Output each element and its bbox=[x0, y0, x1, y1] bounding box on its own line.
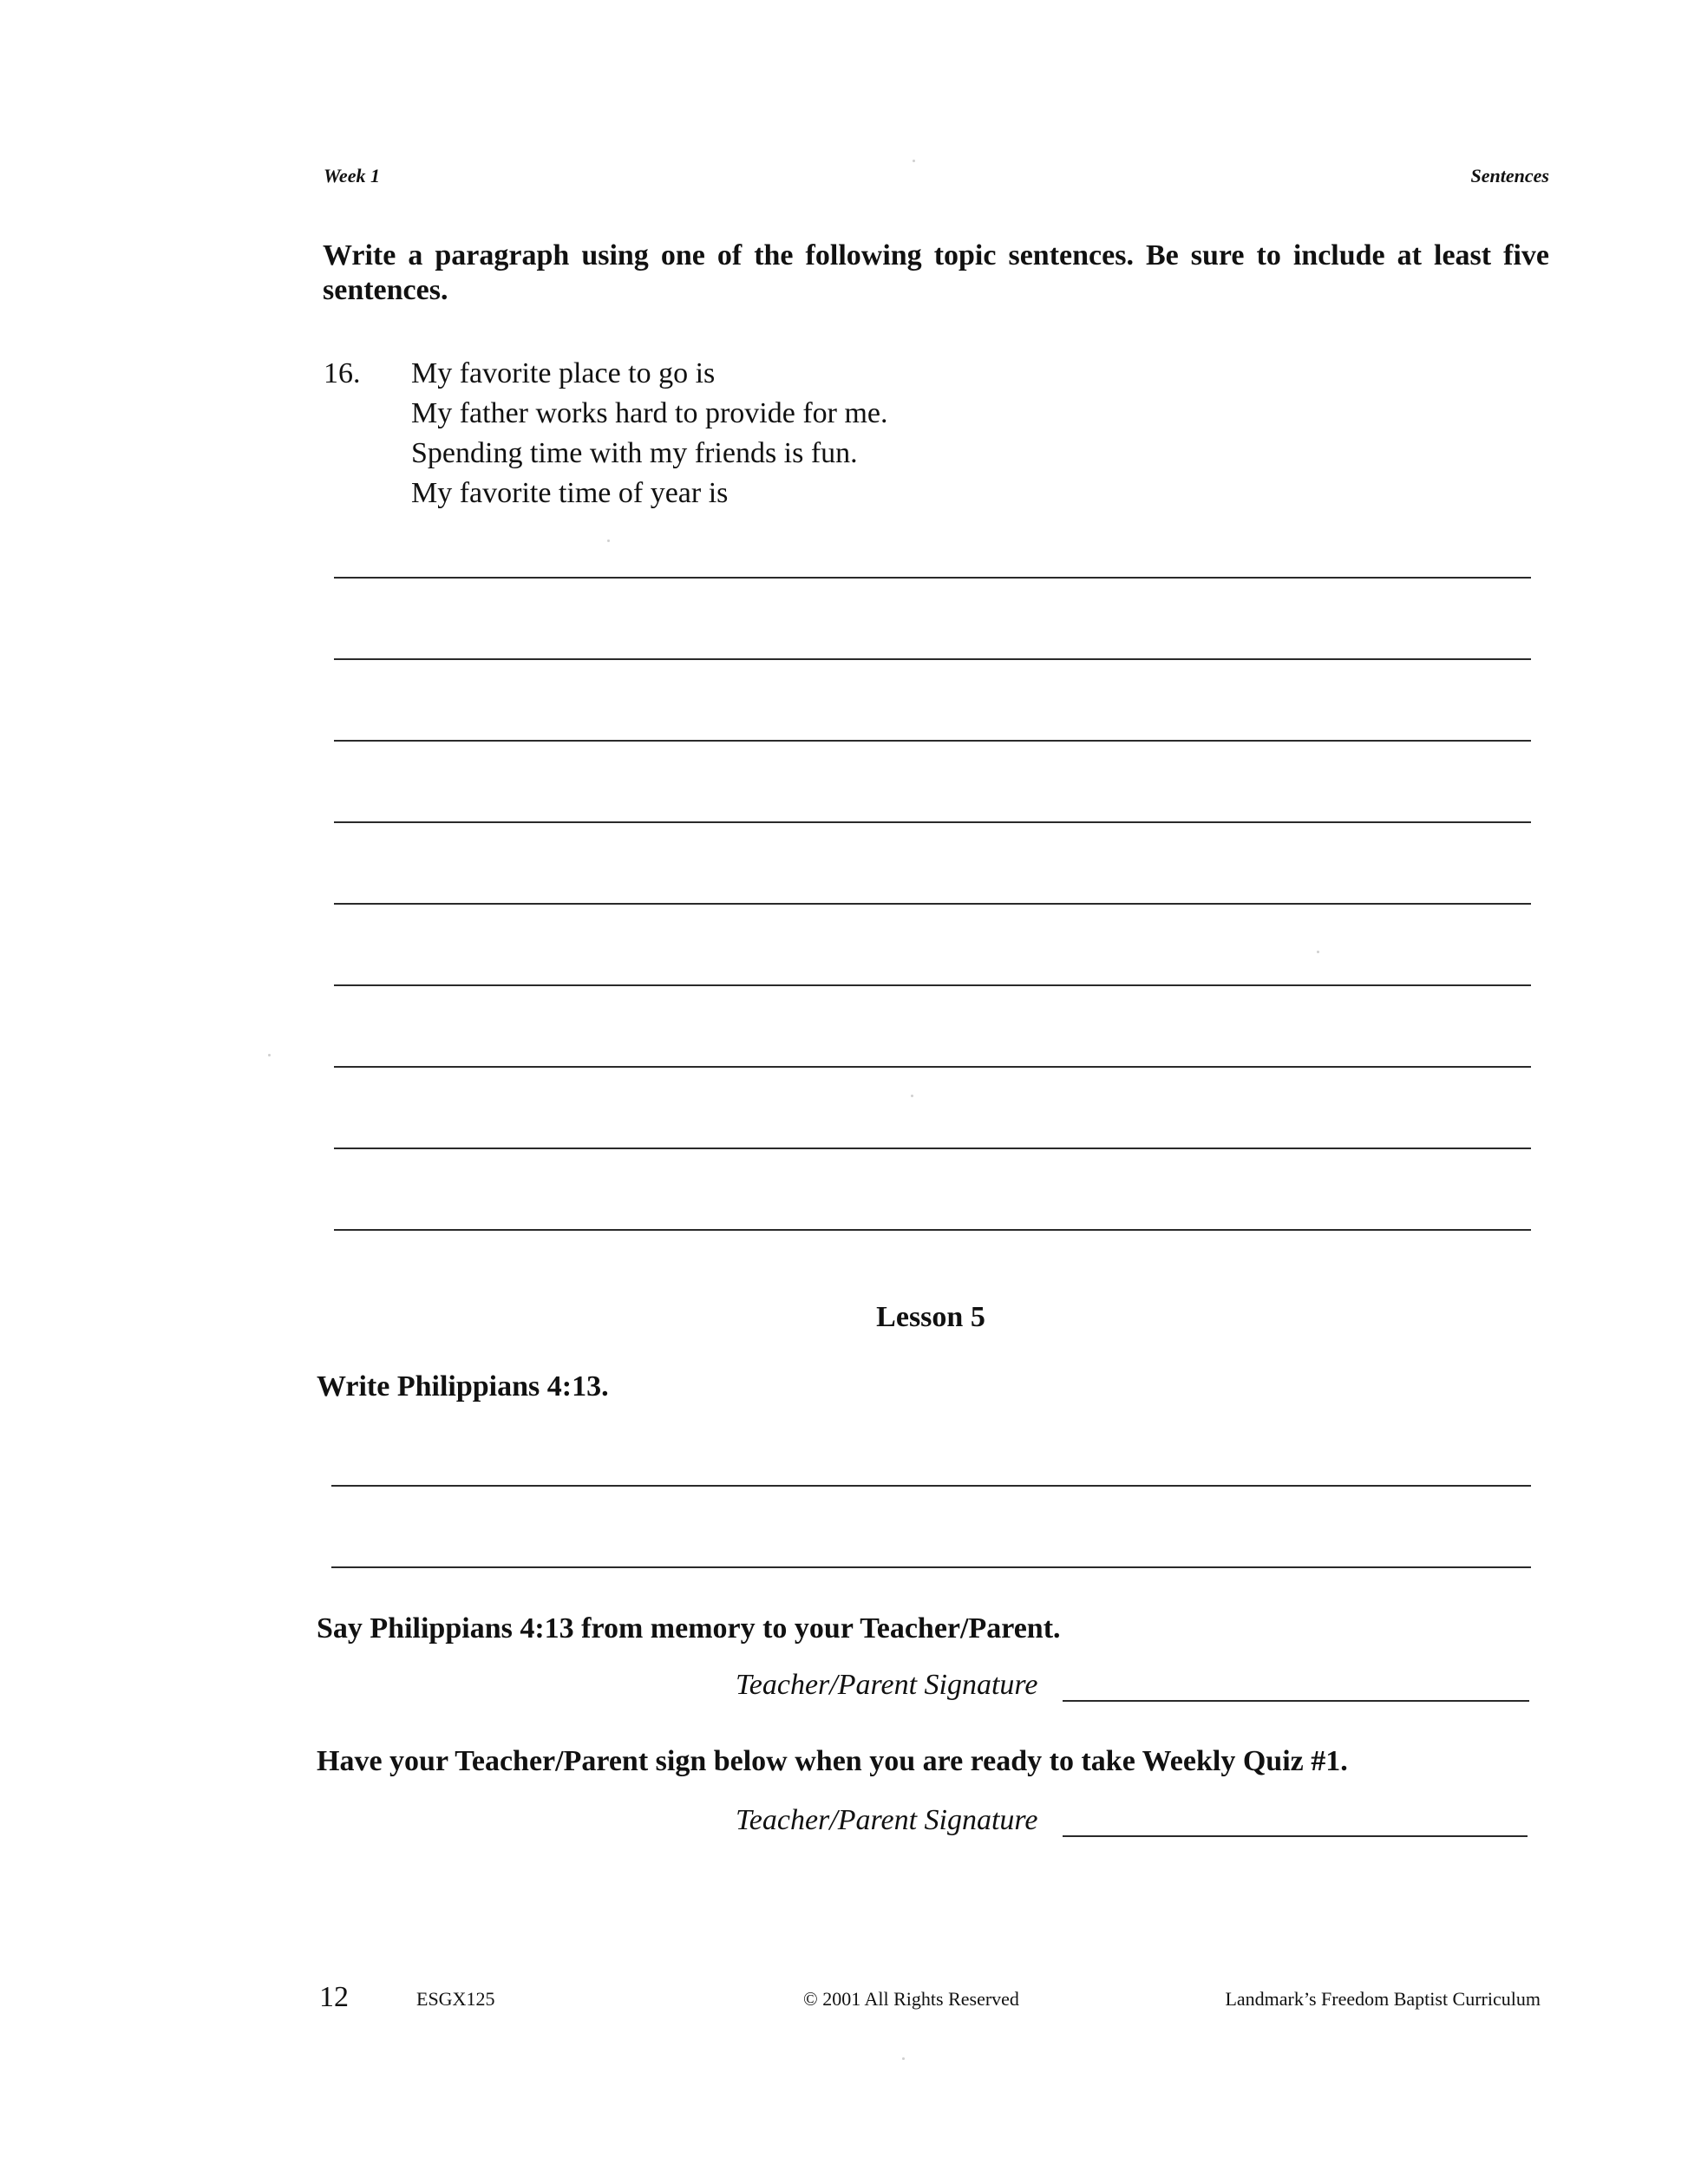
topic-sentence: My favorite time of year is bbox=[411, 477, 729, 509]
answer-line[interactable] bbox=[334, 821, 1531, 823]
topic-sentence: Spending time with my friends is fun. bbox=[411, 437, 858, 469]
scripture-prompt: Write Philippians 4:13. bbox=[317, 1370, 609, 1403]
answer-line[interactable] bbox=[334, 1229, 1531, 1231]
answer-line[interactable] bbox=[334, 1148, 1531, 1149]
question-number: 16. bbox=[324, 357, 361, 389]
paragraph-instructions: Write a paragraph using one of the following topic sentences. Be sure to include at least five sentences. bbox=[323, 239, 1549, 306]
publisher-name: Landmark’s Freedom Baptist Curriculum bbox=[1225, 1988, 1541, 2010]
signature-line[interactable] bbox=[1063, 1700, 1529, 1702]
signature-label: Teacher/Parent Signature bbox=[736, 1804, 1038, 1836]
lesson-title: Lesson 5 bbox=[876, 1301, 985, 1333]
product-code: ESGX125 bbox=[416, 1988, 495, 2010]
scripture-answer-line[interactable] bbox=[331, 1566, 1531, 1568]
answer-line[interactable] bbox=[334, 740, 1531, 742]
scan-speck bbox=[902, 2057, 905, 2060]
scan-speck bbox=[911, 1095, 913, 1097]
scan-speck bbox=[268, 1054, 271, 1056]
answer-line[interactable] bbox=[334, 658, 1531, 660]
answer-line[interactable] bbox=[334, 984, 1531, 986]
scripture-answer-line[interactable] bbox=[331, 1485, 1531, 1487]
scan-speck bbox=[913, 160, 915, 162]
page-number: 12 bbox=[319, 1981, 349, 2013]
answer-line[interactable] bbox=[334, 1066, 1531, 1068]
memory-prompt: Say Philippians 4:13 from memory to your Teacher/Parent. bbox=[317, 1612, 1061, 1645]
header-topic: Sentences bbox=[1470, 165, 1549, 186]
scan-speck bbox=[607, 539, 610, 542]
topic-sentence: My father works hard to provide for me. bbox=[411, 397, 888, 429]
signature-line[interactable] bbox=[1063, 1835, 1528, 1837]
topic-sentence: My favorite place to go is bbox=[411, 357, 716, 389]
header-week: Week 1 bbox=[324, 165, 380, 186]
scan-speck bbox=[1317, 951, 1319, 953]
copyright-notice: © 2001 All Rights Reserved bbox=[803, 1988, 1019, 2010]
answer-line[interactable] bbox=[334, 577, 1531, 579]
answer-line[interactable] bbox=[334, 903, 1531, 905]
signature-label: Teacher/Parent Signature bbox=[736, 1669, 1038, 1701]
quiz-prompt: Have your Teacher/Parent sign below when you are ready to take Weekly Quiz #1. bbox=[317, 1745, 1348, 1777]
